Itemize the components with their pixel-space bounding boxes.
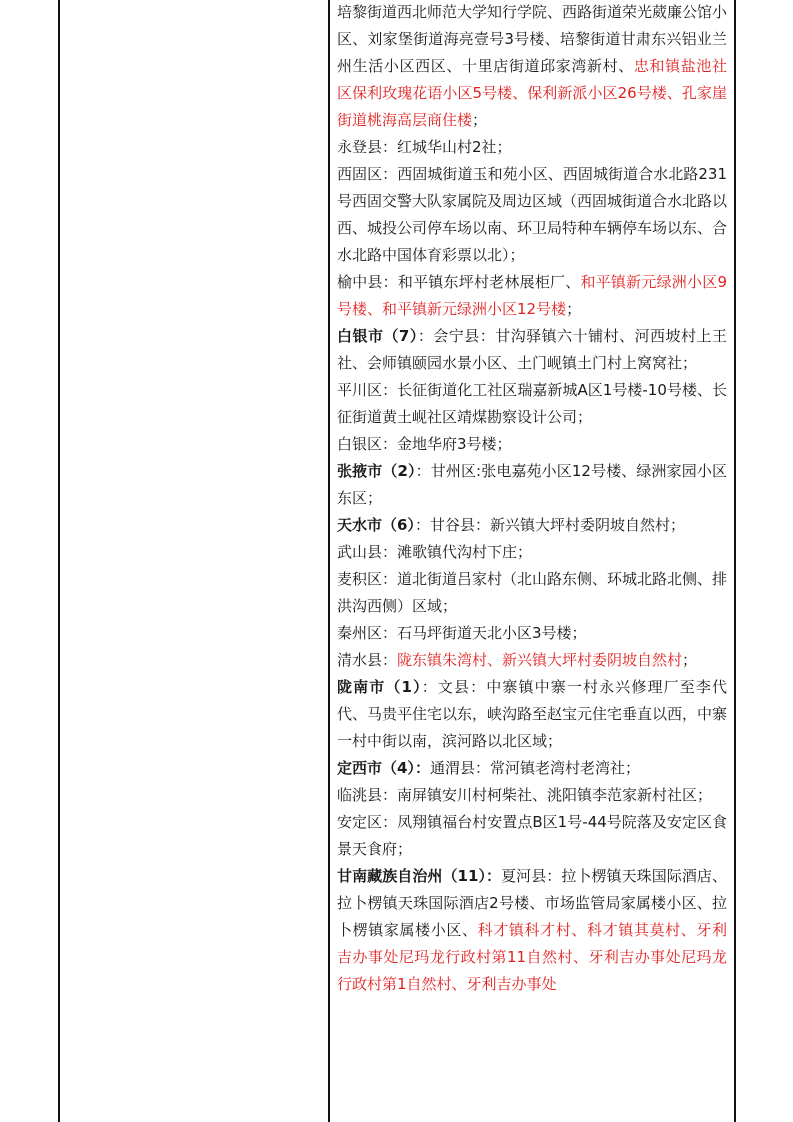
table-border-middle (328, 0, 330, 1122)
region-heading: 陇南市（1） (337, 678, 422, 696)
paragraph (337, 512, 727, 539)
region-heading: 张掖市（2） (337, 462, 416, 480)
paragraph (337, 620, 727, 647)
text-run: 清水县： (337, 651, 398, 669)
highlighted-text: 陇东镇朱湾村、新兴镇大坪村委阴坡自然村 (397, 651, 683, 669)
text-run: ； (682, 651, 698, 669)
text-run: 白银区：金地华府3号楼； (337, 435, 512, 453)
text-run: 安定区：凤翔镇福台村安置点B区1号-44号院落及安定区食景天食府； (337, 813, 727, 858)
region-heading: 天水市（6） (337, 516, 415, 534)
paragraph (337, 161, 727, 269)
region-heading: 甘南藏族自治州（11）： (337, 867, 502, 885)
table-cell-content (337, 0, 727, 998)
text-run: ：会宁县：甘沟驿镇六十铺村、河西坡村上王社、会师镇颐园水景小区、土门岘镇土门村上窝窝社； (337, 327, 727, 372)
region-heading: 定西市（4）： (337, 759, 430, 777)
region-heading: 白银市（7） (337, 327, 418, 345)
paragraph (337, 782, 727, 809)
text-run: ； (472, 111, 488, 129)
text-run: 夏河县：拉卜楞镇天珠国际酒店、拉卜楞镇天珠国际酒店2号楼、市场监管局家属楼小区、拉卜楞镇家属楼小区、 (337, 867, 727, 939)
paragraph (337, 647, 727, 674)
paragraph (337, 0, 727, 134)
text-run: ； (566, 300, 582, 318)
highlighted-text: 和平镇新元绿洲小区9号楼、和平镇新元绿洲小区12号楼 (337, 273, 727, 318)
text-run: 武山县：滩歌镇代沟村下庄； (337, 543, 533, 561)
text-run: 平川区：长征街道化工社区瑞嘉新城A区1号楼-10号楼、长征街道黄土岘社区靖煤勘察设计公司； (337, 381, 727, 426)
text-run: 榆中县：和平镇东坪村老林展柜厂、 (337, 273, 581, 291)
highlighted-text: 科才镇科才村、科才镇其莫村、牙利吉办事处尼玛龙行政村第11自然村、牙利吉办事处尼玛龙行政村第1自然村、牙利吉办事处 (337, 921, 727, 993)
text-run: 永登县：红城华山村2社； (337, 138, 512, 156)
table-border-left (58, 0, 60, 1122)
highlighted-text: 忠和镇盐池社区保利玫瑰花语小区5号楼、保利新派小区26号楼、孔家崖街道桃海高层商住楼 (337, 57, 727, 129)
paragraph (337, 377, 727, 431)
text-run: 秦州区：石马坪街道天北小区3号楼； (337, 624, 587, 642)
paragraph (337, 755, 727, 782)
paragraph (337, 674, 727, 755)
paragraph (337, 323, 727, 377)
text-run: 临洮县：南屏镇安川村柯柴社、洮阳镇李范家新村社区； (337, 786, 713, 804)
text-run: 麦积区：道北街道吕家村（北山路东侧、环城北路北侧、排洪沟西侧）区域； (337, 570, 728, 615)
text-run: ：甘州区:张电嘉苑小区12号楼、绿洲家园小区东区； (337, 462, 727, 507)
paragraph (337, 458, 727, 512)
table-border-right (734, 0, 736, 1122)
paragraph (337, 134, 727, 161)
paragraph (337, 566, 727, 620)
text-run: ：文县：中寨镇中寨一村永兴修理厂至李代代、马贵平住宅以东，峡沟路至赵宝元住宅垂直以西，中寨一村中街以南，滨河路以北区域； (337, 678, 728, 750)
paragraph (337, 431, 727, 458)
paragraph (337, 809, 727, 863)
text-run: ：甘谷县：新兴镇大坪村委阴坡自然村； (414, 516, 685, 534)
text-run: 培黎街道西北师范大学知行学院、西路街道荣光葳廉公馆小区、刘家堡街道海亮壹号3号楼、培黎街道甘肃东兴铝业兰州生活小区西区、十里店街道邱家湾新村、 (337, 3, 728, 75)
text-run: 通渭县：常河镇老湾村老湾社； (429, 759, 640, 777)
paragraph (337, 539, 727, 566)
text-run: 西固区：西固城街道玉和苑小区、西固城街道合水北路231号西固交警大队家属院及周边区域（西固城街道合水北路以西、城投公司停车场以南、环卫局特种车辆停车场以东、合水北路中国体育彩票以北）； (337, 165, 728, 264)
paragraph (337, 269, 727, 323)
paragraph (337, 863, 727, 998)
